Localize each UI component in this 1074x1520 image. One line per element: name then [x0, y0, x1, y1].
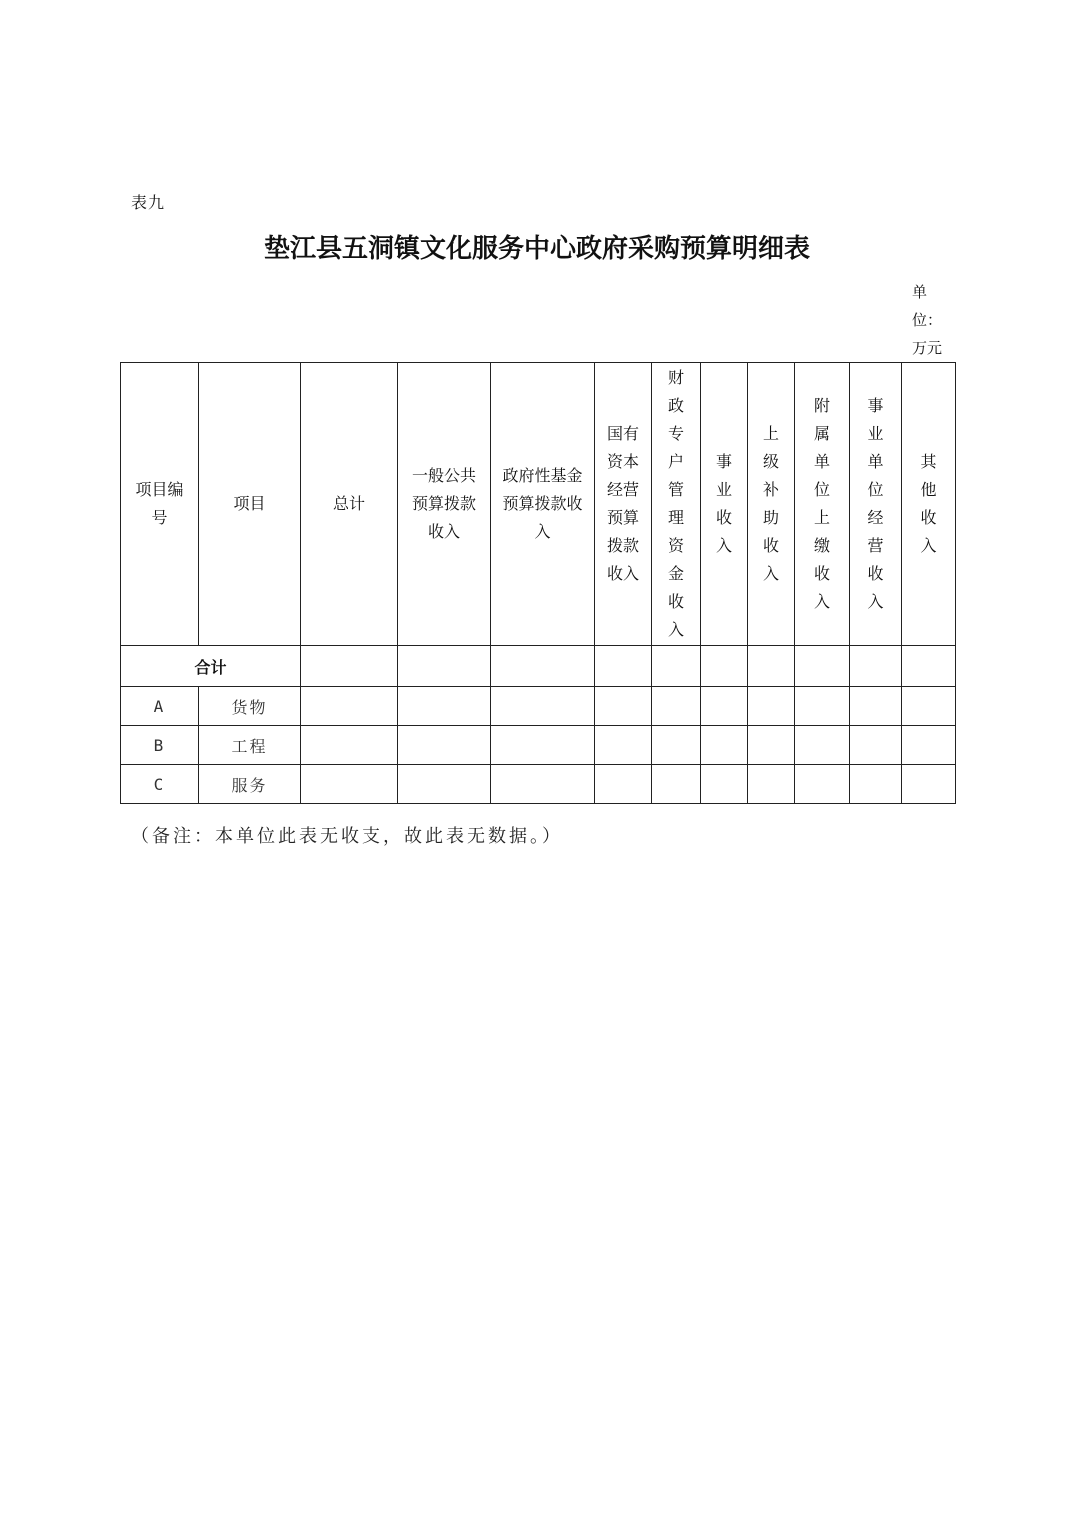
total-row-label: 合计 — [121, 646, 301, 687]
table-cell — [491, 765, 595, 804]
table-cell — [652, 687, 701, 726]
header-row — [121, 363, 956, 646]
table-cell — [850, 687, 902, 726]
table-cell — [795, 726, 850, 765]
table-cell — [902, 765, 956, 804]
table-cell — [701, 726, 748, 765]
procurement-budget-table — [120, 362, 956, 804]
table-cell — [902, 646, 956, 687]
table-cell — [701, 765, 748, 804]
table-cell — [850, 765, 902, 804]
table-cell — [701, 687, 748, 726]
header-gov-fund: 政府性基金预算拨款收入 — [491, 363, 595, 646]
table-cell — [748, 646, 795, 687]
header-general-budget: 一般公共预算拨款收入 — [398, 363, 491, 646]
header-name: 项目 — [199, 363, 301, 646]
table-cell — [795, 687, 850, 726]
table-cell — [301, 646, 398, 687]
table-cell — [398, 646, 491, 687]
table-cell — [398, 726, 491, 765]
header-total: 总计 — [301, 363, 398, 646]
table-cell — [795, 646, 850, 687]
table-cell — [595, 765, 652, 804]
table-cell — [595, 646, 652, 687]
header-superior-subsidy: 上级补助收入 — [748, 363, 795, 646]
total-row — [121, 646, 956, 687]
table-cell — [595, 687, 652, 726]
header-other-income: 其他收入 — [902, 363, 956, 646]
table-cell — [795, 765, 850, 804]
table-cell — [701, 646, 748, 687]
footnote: （备注：本单位此表无收支，故此表无数据。） — [131, 826, 563, 847]
header-affiliated-payment: 附属单位上缴收入 — [795, 363, 850, 646]
header-special-account: 财政专户管理资金收入 — [652, 363, 701, 646]
table-cell — [652, 765, 701, 804]
table-cell — [398, 687, 491, 726]
table-cell — [652, 726, 701, 765]
table-cell — [902, 687, 956, 726]
row-code: A — [121, 687, 199, 726]
table-cell — [491, 726, 595, 765]
table-cell — [748, 765, 795, 804]
table-cell — [301, 765, 398, 804]
row-name: 服务 — [199, 765, 301, 804]
table-cell — [491, 687, 595, 726]
table-label: 表九 — [131, 193, 166, 212]
header-code: 项目编号 — [121, 363, 199, 646]
page-title: 垫江县五洞镇文化服务中心政府采购预算明细表 — [263, 234, 810, 264]
table-cell — [748, 687, 795, 726]
table-cell — [398, 765, 491, 804]
table-row — [121, 726, 956, 765]
table-row — [121, 765, 956, 804]
table-cell — [595, 726, 652, 765]
table-cell — [301, 726, 398, 765]
table-cell — [301, 687, 398, 726]
row-code: C — [121, 765, 199, 804]
row-code: B — [121, 726, 199, 765]
header-business-operation: 事业单位经营收入 — [850, 363, 902, 646]
table-cell — [850, 646, 902, 687]
header-business-income: 事业收入 — [701, 363, 748, 646]
row-name: 货物 — [199, 687, 301, 726]
table-cell — [748, 726, 795, 765]
table-cell — [652, 646, 701, 687]
row-name: 工程 — [199, 726, 301, 765]
header-state-capital: 国有资本经营预算拨款收入 — [595, 363, 652, 646]
table-row — [121, 687, 956, 726]
unit-note: 单位：万元 — [912, 283, 943, 357]
table-cell — [491, 646, 595, 687]
table-cell — [902, 726, 956, 765]
table-cell — [850, 726, 902, 765]
